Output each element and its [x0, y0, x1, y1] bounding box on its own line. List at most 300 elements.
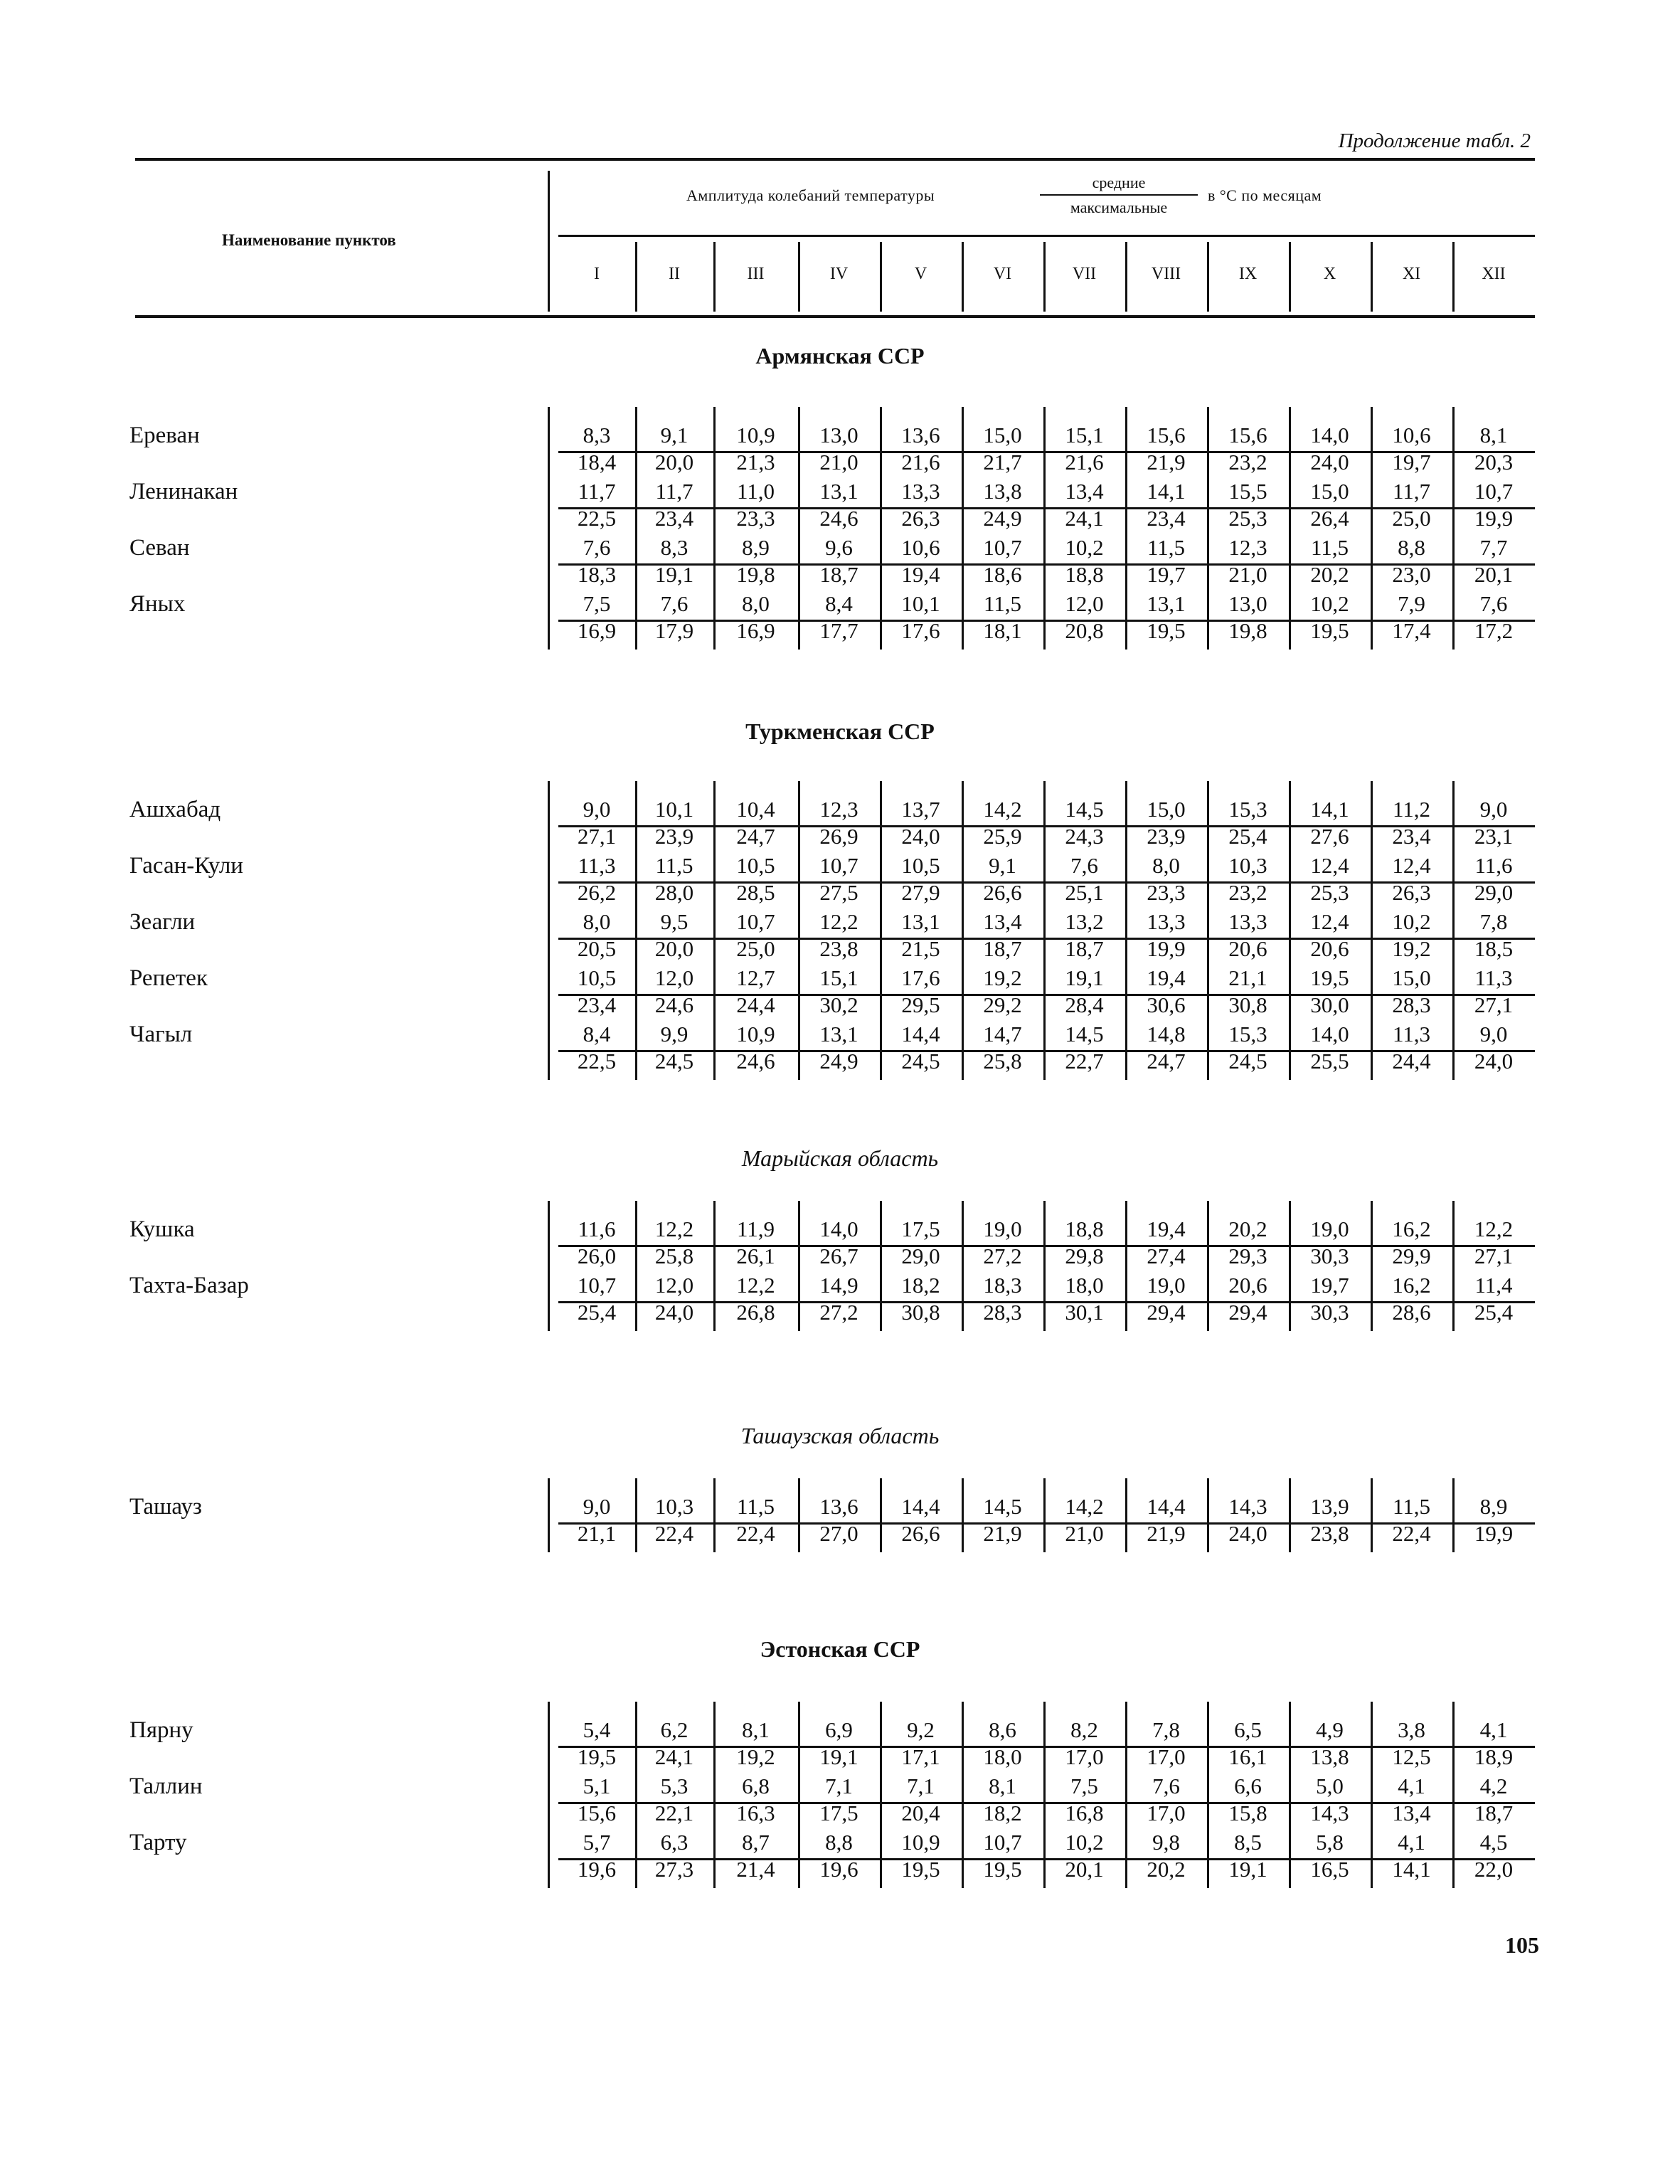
max-amplitude-cell: 19,1 — [819, 1744, 858, 1769]
max-amplitude-cell: 18,7 — [1065, 936, 1104, 961]
column-divider — [635, 407, 637, 650]
mean-amplitude-cell: 6,6 — [1234, 1774, 1262, 1798]
station-name: Зеагли — [129, 909, 196, 935]
mean-amplitude-cell: 13,7 — [901, 797, 940, 822]
max-amplitude-cell: 30,3 — [1310, 1300, 1349, 1325]
mean-amplitude-cell: 19,2 — [983, 965, 1022, 990]
mean-amplitude-cell: 10,1 — [654, 797, 694, 822]
column-divider — [548, 407, 550, 650]
max-amplitude-cell: 18,6 — [983, 562, 1022, 587]
amplitude-suffix: в °С по месяцам — [1208, 186, 1322, 204]
mean-amplitude-cell: 9,9 — [660, 1022, 689, 1046]
max-amplitude-cell: 27,3 — [654, 1857, 694, 1882]
max-amplitude-cell: 19,7 — [1392, 450, 1431, 475]
mean-amplitude-cell: 8,0 — [742, 591, 770, 616]
max-amplitude-cell: 29,4 — [1228, 1300, 1267, 1325]
mean-amplitude-cell: 15,6 — [1147, 423, 1186, 447]
header-column-divider — [962, 242, 964, 312]
max-amplitude-cell: 22,5 — [577, 506, 617, 531]
mean-amplitude-cell: 13,1 — [819, 1022, 858, 1046]
mean-amplitude-cell: 15,0 — [1392, 965, 1431, 990]
max-amplitude-cell: 25,4 — [577, 1300, 617, 1325]
header-column-divider — [880, 242, 882, 312]
mean-amplitude-cell: 18,3 — [983, 1273, 1022, 1298]
max-amplitude-cell: 24,5 — [1228, 1049, 1267, 1074]
mean-amplitude-cell: 16,2 — [1392, 1216, 1431, 1241]
month-header-III: III — [747, 265, 765, 283]
mean-amplitude-cell: 12,4 — [1392, 853, 1431, 878]
mean-amplitude-cell: 10,2 — [1065, 535, 1104, 560]
mean-amplitude-cell: 12,2 — [654, 1216, 694, 1241]
mean-amplitude-cell: 7,6 — [1070, 853, 1098, 878]
column-divider — [1452, 1201, 1455, 1331]
top-rule — [135, 158, 1535, 161]
column-divider — [635, 1478, 637, 1552]
max-amplitude-cell: 18,8 — [1065, 562, 1104, 587]
max-amplitude-cell: 20,0 — [654, 450, 694, 475]
max-amplitude-cell: 24,0 — [1310, 450, 1349, 475]
max-amplitude-cell: 21,0 — [1065, 1521, 1104, 1546]
mean-amplitude-cell: 7,8 — [1152, 1717, 1180, 1742]
max-amplitude-cell: 24,6 — [819, 506, 858, 531]
max-amplitude-cell: 25,5 — [1310, 1049, 1349, 1074]
max-amplitude-cell: 24,4 — [736, 992, 775, 1017]
mean-amplitude-cell: 10,9 — [736, 1022, 775, 1046]
max-amplitude-cell: 20,6 — [1310, 936, 1349, 961]
mean-amplitude-cell: 4,1 — [1398, 1774, 1425, 1798]
max-amplitude-cell: 27,1 — [1474, 1244, 1514, 1268]
max-amplitude-cell: 21,0 — [1228, 562, 1267, 587]
mean-amplitude-cell: 9,2 — [907, 1717, 935, 1742]
amplitude-prefix: Амплитуда колебаний температуры — [686, 186, 935, 204]
max-amplitude-cell: 13,4 — [1392, 1801, 1431, 1825]
max-amplitude-cell: 24,5 — [654, 1049, 694, 1074]
mean-amplitude-cell: 14,3 — [1228, 1494, 1267, 1519]
mean-amplitude-cell: 13,1 — [819, 479, 858, 504]
mean-amplitude-cell: 10,3 — [1228, 853, 1267, 878]
max-amplitude-cell: 26,9 — [819, 824, 858, 849]
max-amplitude-cell: 26,4 — [1310, 506, 1349, 531]
max-amplitude-cell: 16,8 — [1065, 1801, 1104, 1825]
column-header-name: Наименование пунктов — [222, 231, 396, 249]
column-divider — [713, 1478, 716, 1552]
station-name: Ереван — [129, 423, 200, 448]
header-mid-rule — [558, 235, 1535, 237]
max-amplitude-cell: 27,2 — [983, 1244, 1022, 1268]
section-title: Ташаузская область — [740, 1423, 940, 1448]
max-amplitude-cell: 17,7 — [819, 618, 858, 643]
mean-amplitude-cell: 8,6 — [989, 1717, 1016, 1742]
column-divider — [798, 1478, 800, 1552]
column-divider — [1289, 1478, 1291, 1552]
mean-amplitude-cell: 15,0 — [1310, 479, 1349, 504]
mean-amplitude-cell: 14,1 — [1147, 479, 1186, 504]
max-amplitude-cell: 24,4 — [1392, 1049, 1431, 1074]
max-amplitude-cell: 24,1 — [654, 1744, 694, 1769]
mean-amplitude-cell: 14,4 — [901, 1494, 940, 1519]
column-divider — [1207, 1201, 1209, 1331]
page-number: 105 — [1505, 1932, 1539, 1958]
max-amplitude-cell: 26,6 — [983, 880, 1022, 905]
mean-amplitude-cell: 7,9 — [1398, 591, 1425, 616]
max-amplitude-cell: 19,5 — [983, 1857, 1022, 1882]
max-amplitude-cell: 24,5 — [901, 1049, 940, 1074]
max-amplitude-cell: 19,1 — [654, 562, 694, 587]
max-amplitude-cell: 19,6 — [577, 1857, 617, 1882]
max-amplitude-cell: 19,9 — [1474, 506, 1514, 531]
mean-amplitude-cell: 13,4 — [1065, 479, 1104, 504]
mean-amplitude-cell: 15,5 — [1228, 479, 1267, 504]
max-amplitude-cell: 18,3 — [577, 562, 617, 587]
mean-amplitude-cell: 9,0 — [583, 1494, 611, 1519]
max-amplitude-cell: 17,0 — [1065, 1744, 1104, 1769]
mean-amplitude-cell: 6,5 — [1234, 1717, 1262, 1742]
max-amplitude-cell: 24,7 — [1147, 1049, 1186, 1074]
mean-amplitude-cell: 13,2 — [1065, 909, 1104, 934]
max-amplitude-cell: 24,6 — [736, 1049, 775, 1074]
max-amplitude-cell: 29,0 — [1474, 880, 1514, 905]
mean-amplitude-cell: 19,7 — [1310, 1273, 1349, 1298]
column-divider — [962, 1478, 964, 1552]
mean-amplitude-cell: 11,7 — [655, 479, 693, 504]
station-name: Таллин — [129, 1774, 203, 1799]
mean-amplitude-cell: 10,3 — [654, 1494, 694, 1519]
mean-amplitude-cell: 5,0 — [1316, 1774, 1344, 1798]
max-amplitude-cell: 28,4 — [1065, 992, 1104, 1017]
max-amplitude-cell: 22,4 — [1392, 1521, 1431, 1546]
mean-amplitude-cell: 14,8 — [1147, 1022, 1186, 1046]
max-amplitude-cell: 21,9 — [983, 1521, 1022, 1546]
mean-amplitude-cell: 19,5 — [1310, 965, 1349, 990]
mean-amplitude-cell: 13,3 — [1228, 909, 1267, 934]
station-name: Ашхабад — [129, 797, 221, 822]
amplitude-denominator: максимальные — [1070, 198, 1168, 216]
mean-amplitude-cell: 4,1 — [1398, 1830, 1425, 1855]
header-bottom-rule — [135, 315, 1535, 318]
max-amplitude-cell: 22,1 — [654, 1801, 694, 1825]
max-amplitude-cell: 29,0 — [901, 1244, 940, 1268]
month-header-XII: XII — [1482, 265, 1506, 283]
mean-amplitude-cell: 12,0 — [1065, 591, 1104, 616]
mean-amplitude-cell: 14,1 — [1310, 797, 1349, 822]
month-header-II: II — [669, 265, 680, 283]
mean-amplitude-cell: 6,8 — [742, 1774, 770, 1798]
max-amplitude-cell: 20,5 — [577, 936, 617, 961]
mean-amplitude-cell: 10,5 — [901, 853, 940, 878]
max-amplitude-cell: 18,2 — [983, 1801, 1022, 1825]
max-amplitude-cell: 25,3 — [1228, 506, 1267, 531]
max-amplitude-cell: 20,4 — [901, 1801, 940, 1825]
mean-amplitude-cell: 8,0 — [1152, 853, 1180, 878]
mean-amplitude-cell: 9,0 — [1479, 797, 1508, 822]
max-amplitude-cell: 25,8 — [654, 1244, 694, 1268]
max-amplitude-cell: 21,6 — [901, 450, 940, 475]
column-divider — [548, 1702, 550, 1888]
mean-amplitude-cell: 14,0 — [819, 1216, 858, 1241]
max-amplitude-cell: 19,8 — [1228, 618, 1267, 643]
max-amplitude-cell: 26,3 — [901, 506, 940, 531]
mean-amplitude-cell: 9,0 — [1479, 1022, 1508, 1046]
column-divider — [713, 407, 716, 650]
mean-amplitude-cell: 7,5 — [1070, 1774, 1098, 1798]
max-amplitude-cell: 17,2 — [1474, 618, 1514, 643]
max-amplitude-cell: 22,7 — [1065, 1049, 1104, 1074]
mean-amplitude-cell: 10,7 — [983, 535, 1022, 560]
max-amplitude-cell: 16,1 — [1228, 1744, 1267, 1769]
mean-amplitude-cell: 4,5 — [1479, 1830, 1508, 1855]
mean-amplitude-cell: 20,2 — [1228, 1216, 1267, 1241]
max-amplitude-cell: 19,5 — [1147, 618, 1186, 643]
header-column-divider — [1125, 242, 1127, 312]
amplitude-numerator: средние — [1092, 174, 1146, 191]
max-amplitude-cell: 19,2 — [736, 1744, 775, 1769]
max-amplitude-cell: 25,8 — [983, 1049, 1022, 1074]
max-amplitude-cell: 23,8 — [819, 936, 858, 961]
mean-amplitude-cell: 5,7 — [583, 1830, 611, 1855]
mean-amplitude-cell: 12,0 — [654, 965, 694, 990]
mean-amplitude-cell: 8,9 — [742, 535, 770, 560]
max-amplitude-cell: 19,8 — [736, 562, 775, 587]
mean-amplitude-cell: 15,3 — [1228, 797, 1267, 822]
max-amplitude-cell: 23,1 — [1474, 824, 1514, 849]
mean-amplitude-cell: 11,7 — [1392, 479, 1431, 504]
station-name: Севан — [129, 535, 190, 561]
max-amplitude-cell: 19,5 — [577, 1744, 617, 1769]
max-amplitude-cell: 20,2 — [1147, 1857, 1186, 1882]
header-column-divider — [1289, 242, 1291, 312]
month-header-I: I — [594, 265, 600, 283]
column-divider — [880, 1478, 882, 1552]
max-amplitude-cell: 24,0 — [1228, 1521, 1267, 1546]
month-header-X: X — [1323, 265, 1336, 283]
max-amplitude-cell: 27,5 — [819, 880, 858, 905]
max-amplitude-cell: 21,9 — [1147, 1521, 1186, 1546]
station-name: Гасан-Кули — [129, 853, 243, 879]
station-name: Тарту — [129, 1830, 187, 1855]
section-title: Эстонская ССР — [760, 1636, 920, 1662]
max-amplitude-cell: 23,4 — [1392, 824, 1431, 849]
max-amplitude-cell: 27,6 — [1310, 824, 1349, 849]
mean-amplitude-cell: 15,0 — [1147, 797, 1186, 822]
max-amplitude-cell: 23,4 — [577, 992, 617, 1017]
mean-amplitude-cell: 11,5 — [983, 591, 1022, 616]
mean-amplitude-cell: 3,8 — [1398, 1717, 1425, 1742]
station-name: Кушка — [129, 1216, 195, 1242]
max-amplitude-cell: 26,1 — [736, 1244, 775, 1268]
max-amplitude-cell: 24,0 — [654, 1300, 694, 1325]
max-amplitude-cell: 29,5 — [901, 992, 940, 1017]
mean-amplitude-cell: 19,0 — [1147, 1273, 1186, 1298]
month-header-XI: XI — [1402, 265, 1421, 283]
station-name: Репетек — [129, 965, 208, 991]
mean-amplitude-cell: 6,2 — [660, 1717, 689, 1742]
max-amplitude-cell: 25,4 — [1474, 1300, 1514, 1325]
max-amplitude-cell: 17,9 — [654, 618, 694, 643]
mean-amplitude-cell: 5,8 — [1316, 1830, 1344, 1855]
max-amplitude-cell: 20,2 — [1310, 562, 1349, 587]
max-amplitude-cell: 19,2 — [1392, 936, 1431, 961]
mean-amplitude-cell: 6,9 — [825, 1717, 853, 1742]
header-column-divider — [635, 242, 637, 312]
mean-amplitude-cell: 14,5 — [1065, 1022, 1104, 1046]
max-amplitude-cell: 23,9 — [1147, 824, 1186, 849]
max-amplitude-cell: 26,7 — [819, 1244, 858, 1268]
mean-amplitude-cell: 7,1 — [907, 1774, 935, 1798]
mean-amplitude-cell: 8,1 — [989, 1774, 1016, 1798]
mean-amplitude-cell: 12,2 — [736, 1273, 775, 1298]
mean-amplitude-cell: 13,6 — [901, 423, 940, 447]
mean-amplitude-cell: 10,5 — [577, 965, 617, 990]
header-column-divider — [798, 242, 800, 312]
mean-amplitude-cell: 14,5 — [983, 1494, 1022, 1519]
max-amplitude-cell: 21,7 — [983, 450, 1022, 475]
mean-amplitude-cell: 12,2 — [819, 909, 858, 934]
mean-amplitude-cell: 11,4 — [1474, 1273, 1513, 1298]
max-amplitude-cell: 24,7 — [736, 824, 775, 849]
mean-amplitude-cell: 11,5 — [655, 853, 693, 878]
max-amplitude-cell: 15,6 — [577, 1801, 617, 1825]
max-amplitude-cell: 18,0 — [983, 1744, 1022, 1769]
mean-amplitude-cell: 7,6 — [1479, 591, 1508, 616]
mean-amplitude-cell: 10,6 — [901, 535, 940, 560]
mean-amplitude-cell: 5,4 — [583, 1717, 611, 1742]
column-divider — [1289, 1201, 1291, 1331]
section-title: Армянская ССР — [755, 343, 925, 369]
mean-amplitude-cell: 12,4 — [1310, 853, 1349, 878]
header-column-divider — [1207, 242, 1209, 312]
mean-amplitude-cell: 8,1 — [742, 1717, 770, 1742]
max-amplitude-cell: 25,0 — [1392, 506, 1431, 531]
mean-amplitude-cell: 8,1 — [1479, 423, 1508, 447]
mean-amplitude-cell: 9,1 — [660, 423, 689, 447]
column-divider — [1125, 1478, 1127, 1552]
column-divider — [798, 1201, 800, 1331]
max-amplitude-cell: 17,0 — [1147, 1744, 1186, 1769]
max-amplitude-cell: 25,4 — [1228, 824, 1267, 849]
max-amplitude-cell: 15,8 — [1228, 1801, 1267, 1825]
column-divider — [548, 781, 550, 1080]
max-amplitude-cell: 26,6 — [901, 1521, 940, 1546]
mean-amplitude-cell: 8,7 — [742, 1830, 770, 1855]
max-amplitude-cell: 30,0 — [1310, 992, 1349, 1017]
max-amplitude-cell: 20,1 — [1065, 1857, 1104, 1882]
mean-amplitude-cell: 5,3 — [660, 1774, 689, 1798]
section-title: Туркменская ССР — [745, 719, 935, 744]
amplitude-title — [686, 186, 935, 205]
max-amplitude-cell: 26,2 — [577, 880, 617, 905]
max-amplitude-cell: 29,2 — [983, 992, 1022, 1017]
mean-amplitude-cell: 18,8 — [1065, 1216, 1104, 1241]
mean-amplitude-cell: 17,6 — [901, 965, 940, 990]
mean-amplitude-cell: 4,2 — [1479, 1774, 1508, 1798]
column-divider — [1371, 1478, 1373, 1552]
column-divider — [1371, 407, 1373, 650]
max-amplitude-cell: 28,0 — [654, 880, 694, 905]
mean-amplitude-cell: 8,8 — [825, 1830, 853, 1855]
max-amplitude-cell: 22,4 — [736, 1521, 775, 1546]
max-amplitude-cell: 18,1 — [983, 618, 1022, 643]
max-amplitude-cell: 27,4 — [1147, 1244, 1186, 1268]
mean-amplitude-cell: 10,7 — [819, 853, 858, 878]
mean-amplitude-cell: 12,7 — [736, 965, 775, 990]
mean-amplitude-cell: 15,1 — [1065, 423, 1104, 447]
column-divider — [1043, 407, 1046, 650]
mean-amplitude-cell: 12,3 — [1228, 535, 1267, 560]
mean-amplitude-cell: 13,0 — [1228, 591, 1267, 616]
max-amplitude-cell: 18,5 — [1474, 936, 1514, 961]
mean-amplitude-cell: 11,3 — [578, 853, 616, 878]
mean-amplitude-cell: 13,4 — [983, 909, 1022, 934]
max-amplitude-cell: 17,6 — [901, 618, 940, 643]
max-amplitude-cell: 30,8 — [1228, 992, 1267, 1017]
max-amplitude-cell: 23,0 — [1392, 562, 1431, 587]
max-amplitude-cell: 17,4 — [1392, 618, 1431, 643]
column-divider — [962, 407, 964, 650]
mean-amplitude-cell: 13,1 — [1147, 591, 1186, 616]
max-amplitude-cell: 19,5 — [1310, 618, 1349, 643]
mean-amplitude-cell: 13,6 — [819, 1494, 858, 1519]
mean-amplitude-cell: 12,2 — [1474, 1216, 1514, 1241]
mean-amplitude-cell: 10,9 — [901, 1830, 940, 1855]
mean-amplitude-cell: 10,1 — [901, 591, 940, 616]
mean-amplitude-cell: 19,4 — [1147, 965, 1186, 990]
mean-amplitude-cell: 13,3 — [1147, 909, 1186, 934]
max-amplitude-cell: 23,3 — [736, 506, 775, 531]
max-amplitude-cell: 17,0 — [1147, 1801, 1186, 1825]
header-column-divider — [1043, 242, 1046, 312]
column-divider — [1452, 1478, 1455, 1552]
amplitude-fraction-bar — [1040, 194, 1198, 196]
continuation-label: Продолжение табл. 2 — [1338, 129, 1531, 152]
mean-amplitude-cell: 12,3 — [819, 797, 858, 822]
mean-amplitude-cell: 20,6 — [1228, 1273, 1267, 1298]
max-amplitude-cell: 27,9 — [901, 880, 940, 905]
max-amplitude-cell: 24,3 — [1065, 824, 1104, 849]
max-amplitude-cell: 25,9 — [983, 824, 1022, 849]
mean-amplitude-cell: 10,5 — [736, 853, 775, 878]
max-amplitude-cell: 24,1 — [1065, 506, 1104, 531]
mean-amplitude-cell: 14,5 — [1065, 797, 1104, 822]
max-amplitude-cell: 16,9 — [577, 618, 617, 643]
max-amplitude-cell: 28,5 — [736, 880, 775, 905]
mean-amplitude-cell: 14,7 — [983, 1022, 1022, 1046]
mean-amplitude-cell: 11,7 — [578, 479, 616, 504]
max-amplitude-cell: 14,3 — [1310, 1801, 1349, 1825]
max-amplitude-cell: 24,9 — [819, 1049, 858, 1074]
max-amplitude-cell: 27,0 — [819, 1521, 858, 1546]
month-header-VII: VII — [1072, 265, 1097, 283]
month-header-IV: IV — [829, 265, 849, 283]
max-amplitude-cell: 23,4 — [654, 506, 694, 531]
max-amplitude-cell: 30,1 — [1065, 1300, 1104, 1325]
month-header-VIII: VIII — [1151, 265, 1181, 283]
mean-amplitude-cell: 10,7 — [1474, 479, 1514, 504]
column-divider — [798, 407, 800, 650]
mean-amplitude-cell: 10,2 — [1065, 1830, 1104, 1855]
max-amplitude-cell: 19,4 — [901, 562, 940, 587]
mean-amplitude-cell: 11,2 — [1392, 797, 1431, 822]
max-amplitude-cell: 23,2 — [1228, 880, 1267, 905]
header-column-divider — [1452, 242, 1455, 312]
max-amplitude-cell: 21,0 — [819, 450, 858, 475]
mean-amplitude-cell: 14,0 — [1310, 1022, 1349, 1046]
max-amplitude-cell: 23,3 — [1147, 880, 1186, 905]
max-amplitude-cell: 26,0 — [577, 1244, 617, 1268]
mean-amplitude-cell: 8,8 — [1398, 535, 1425, 560]
mean-amplitude-cell: 10,2 — [1392, 909, 1431, 934]
max-amplitude-cell: 30,2 — [819, 992, 858, 1017]
mean-amplitude-cell: 8,4 — [583, 1022, 611, 1046]
